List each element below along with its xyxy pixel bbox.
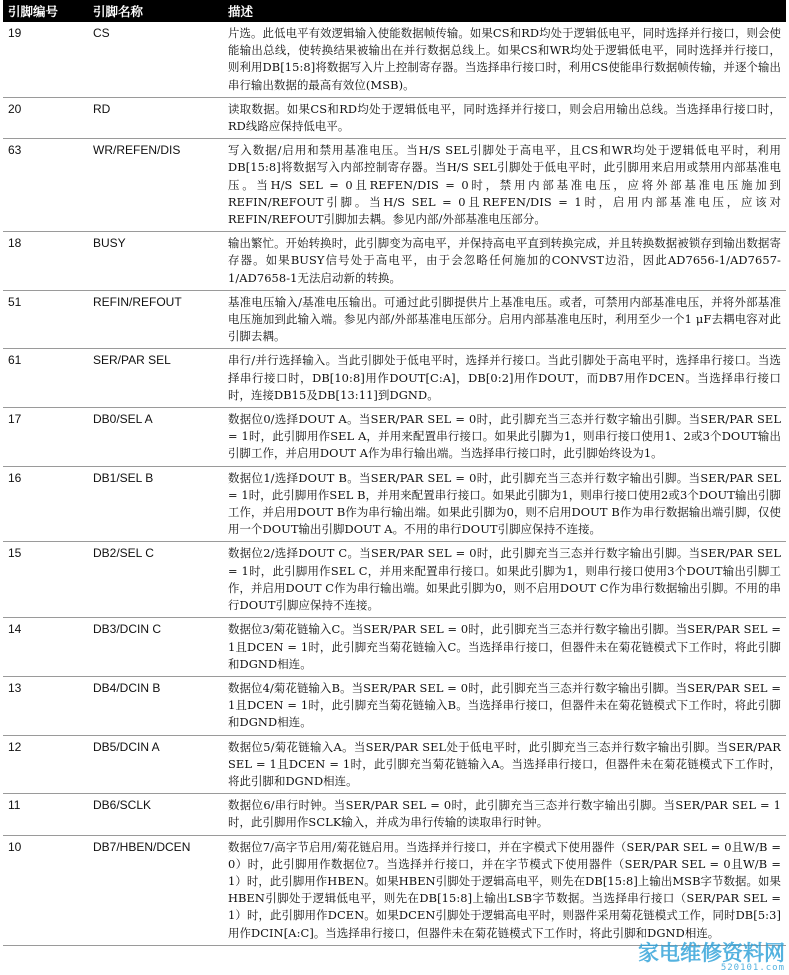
table-row [3,542,786,618]
table-row [3,97,786,138]
pin-description-cell: 串行/并行选择输入。当此引脚处于低电平时，选择并行接口。当此引脚处于高电平时，选择串行接口。当选择串行接口时，DB[10:8]用作DOUT[C:A]，DB[0:2]用作DOUT，而DB7用作DCEN。当选择串行接口时，连接DB15及DB[13:11]到DGND。 [223,349,786,408]
pin-name-cell: DB7/HBEN/DCEN [88,835,223,945]
table-row [3,349,786,408]
header-pin-number: 引脚编号 [3,0,88,22]
pin-number-cell: 16 [3,466,88,542]
pin-name-cell: DB3/DCIN C [88,618,223,677]
table-row [3,735,786,794]
pin-number-cell: 14 [3,618,88,677]
pin-description-cell: 片选。此低电平有效逻辑输入使能数据帧传输。如果CS和RD均处于逻辑低电平，同时选择并行接口，则会使能输出总线，使转换结果被输出在并行数据总线上。如果CS和WR均处于逻辑低电平，同时选择并行接口，则利用DB[15:8]将数据写入片上控制寄存器。当选择串行接口时，利用CS使能串行数据帧传输，并逐个输出串行输出数据的最高有效位(MSB)。 [223,22,786,97]
table-row [3,835,786,945]
table-row [3,139,786,232]
pin-number-cell: 18 [3,232,88,291]
pin-description-cell: 数据位4/菊花链输入B。当SER/PAR SEL = 0时，此引脚充当三态并行数字输出引脚。当SER/PAR SEL = 1且DCEN = 1时，此引脚充当菊花链输入B。当选择串行接口，但器件未在菊花链模式下工作时，将此引脚和DGND相连。 [223,676,786,735]
pin-number-cell: 61 [3,349,88,408]
pin-number-cell: 63 [3,139,88,232]
pin-number-cell: 11 [3,794,88,835]
pin-name-cell: BUSY [88,232,223,291]
pin-description-cell: 数据位2/选择DOUT C。当SER/PAR SEL = 0时，此引脚充当三态并行数字输出引脚。当SER/PAR SEL = 1时，此引脚用作SEL C，并用来配置串行接口。如果此引脚为1，则串行接口使用3个DOUT输出引脚工作，并启用DOUT C作为串行输出端。如果此引脚为0，则不启用DOUT C作为串行数据输出引脚。不用的串行DOUT引脚应保持不连接。 [223,542,786,618]
table-row [3,618,786,677]
pin-description-cell: 输出繁忙。开始转换时，此引脚变为高电平，并保持高电平直到转换完成，并且转换数据被锁存到输出数据寄存器。如果BUSY信号处于高电平，由于会忽略任何施加的CONVST边沿，因此AD7656-1/AD7657-1/AD7658-1无法启动新的转换。 [223,232,786,291]
table-row [3,290,786,349]
pin-name-cell: DB6/SCLK [88,794,223,835]
pin-name-cell: DB5/DCIN A [88,735,223,794]
pin-number-cell: 12 [3,735,88,794]
pin-number-cell: 20 [3,97,88,138]
pin-number-cell: 19 [3,22,88,97]
pin-name-cell: DB0/SEL A [88,408,223,467]
pin-number-cell: 13 [3,676,88,735]
pin-description-cell: 数据位7/高字节启用/菊花链启用。当选择并行接口，并在字模式下使用器件（SER/PAR SEL = 0且W/B = 0）时，此引脚用作数据位7。当选择并行接口，并在字节模式下使用器件（SER/PAR SEL = 0且W/B = 1）时，此引脚用作HBEN。如果HBEN引脚处于逻辑高电平，则先在DB[15:8]上输出MSB字节数据。如果HBEN引脚处于逻辑低电平，则先在DB[15:8]上输出LSB字节数据。当选择串行接口（SER/PAR SEL = 1）时，此引脚用作DCEN。如果DCEN引脚处于逻辑高电平时，则器件采用菊花链模式工作，同时DB[5:3]用作DCIN[A:C]。当选择串行接口，但器件未在菊花链模式下工作时，将此引脚和DGND相连。 [223,835,786,945]
pin-name-cell: REFIN/REFOUT [88,290,223,349]
table-row [3,408,786,467]
pin-number-cell: 15 [3,542,88,618]
pin-name-cell: DB4/DCIN B [88,676,223,735]
watermark-logo [638,943,785,973]
header-pin-name: 引脚名称 [88,0,223,22]
pin-description-cell: 数据位1/选择DOUT B。当SER/PAR SEL = 0时，此引脚充当三态并行数字输出引脚。当SER/PAR SEL = 1时，此引脚用作SEL B，并用来配置串行接口。如果此引脚为1，则串行接口使用2或3个DOUT输出引脚工作，并启用DOUT B作为串行输出端。如果此引脚为0，则不启用DOUT B作为串行数据输出端引脚，仅使用一个DOUT输出引脚DOUT A。不用的串行DOUT引脚应保持不连接。 [223,466,786,542]
pin-name-cell: RD [88,97,223,138]
pin-name-cell: WR/REFEN/DIS [88,139,223,232]
pin-number-cell: 51 [3,290,88,349]
pin-number-cell: 10 [3,835,88,945]
watermark-text: 家电维修资料网 [638,941,785,965]
table-row [3,676,786,735]
pin-name-cell: SER/PAR SEL [88,349,223,408]
header-description: 描述 [223,0,786,22]
pin-name-cell: DB1/SEL B [88,466,223,542]
pin-description-cell: 写入数据/启用和禁用基准电压。当H/S SEL引脚处于高电平，且CS和WR均处于逻辑低电平时，利用DB[15:8]将数据写入内部控制寄存器。当H/S SEL引脚处于低电平时，此引脚用来启用或禁用内部基准电压。当H/S SEL = 0且REFEN/DIS = 0时，禁用内部基准电压，应将外部基准电压施加到REFIN/REFOUT引脚。当H/S SEL = 0且REFEN/DIS = 1时，启用内部基准电压，应该对REFIN/REFOUT引脚加去耦。参见内部/外部基准电压部分。 [223,139,786,232]
pin-name-cell: DB2/SEL C [88,542,223,618]
pin-description-cell: 数据位3/菊花链输入C。当SER/PAR SEL = 0时，此引脚充当三态并行数字输出引脚。当SER/PAR SEL = 1且DCEN = 1时，此引脚充当菊花链输入C。当选择串行接口，但器件未在菊花链模式下工作时，将此引脚和DGND相连。 [223,618,786,677]
table-row [3,466,786,542]
table-row [3,22,786,97]
pin-description-cell: 读取数据。如果CS和RD均处于逻辑低电平，同时选择并行接口，则会启用输出总线。当选择串行接口时，RD线路应保持低电平。 [223,97,786,138]
pin-name-cell: CS [88,22,223,97]
table-row [3,232,786,291]
pin-description-table [3,0,786,946]
pin-description-cell: 数据位0/选择DOUT A。当SER/PAR SEL = 0时，此引脚充当三态并行数字输出引脚。当SER/PAR SEL = 1时，此引脚用作SEL A，并用来配置串行接口。如果此引脚为1，则串行接口使用1、2或3个DOUT输出引脚工作，并启用DOUT A作为串行输出端。当选择串行接口时，此引脚始终设为1。 [223,408,786,467]
watermark-url: 520101.com [720,963,785,973]
pin-description-cell: 数据位6/串行时钟。当SER/PAR SEL = 0时，此引脚充当三态并行数字输出引脚。当SER/PAR SEL = 1时，此引脚用作SCLK输入，并成为串行传输的读取串行时钟。 [223,794,786,835]
pin-number-cell: 17 [3,408,88,467]
pin-description-cell: 数据位5/菊花链输入A。当SER/PAR SEL处于低电平时，此引脚充当三态并行数字输出引脚。当SER/PAR SEL = 1且DCEN = 1时，此引脚充当菊花链输入A。当选择串行接口，但器件未在菊花链模式下工作时，将此引脚和DGND相连。 [223,735,786,794]
pin-description-cell: 基准电压输入/基准电压输出。可通过此引脚提供片上基准电压。或者，可禁用内部基准电压，并将外部基准电压施加到此输入端。参见内部/外部基准电压部分。启用内部基准电压时，利用至少一个1 μF去耦电容对此引脚去耦。 [223,290,786,349]
table-row [3,794,786,835]
table-header-row [3,0,786,22]
